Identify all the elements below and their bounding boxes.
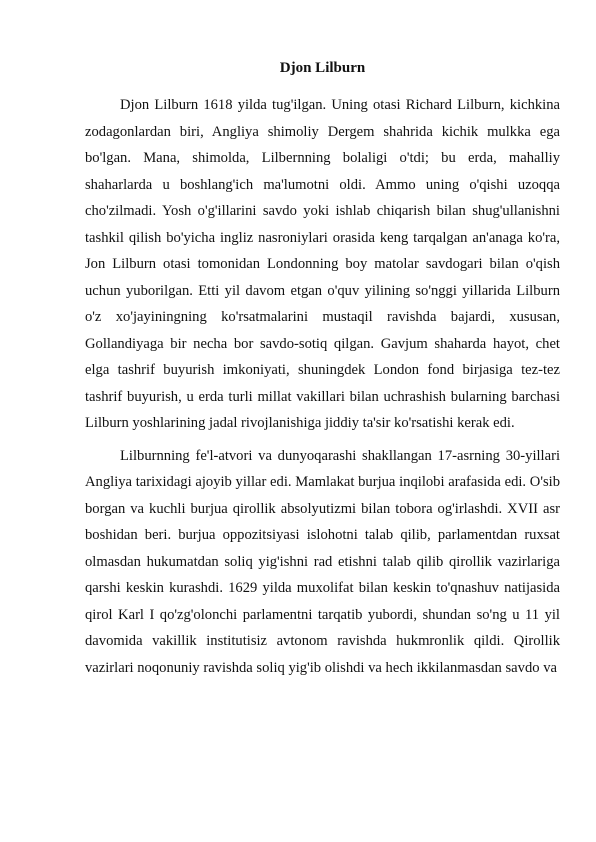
paragraph-1: Djon Lilburn 1618 yilda tug'ilgan. Uning otasi Richard Lilburn, kichkina zodagonlardan biri, Angliya shimoliy Dergem shahrida kichik mulkka ega bo'lgan. Mana, shimolda, Lilbernning bolaligi o'tdi; bu erda, mahalliy shaharlarda u boshlang'ich ma'lumotni oldi. Ammo uning o'qishi uzoqqa cho'zilmadi. Yosh o'g'illarini savdo yoki ishlab chiqarish bilan shug'ullanishni tashkil qilish bo'yicha ingliz nasroniylari orasida keng tarqalgan an'anaga ko'ra, Jon Lilburn otasi tomonidan Londonning boy matolar savdogari bilan o'qish uchun yuborilgan. Etti yil davom etgan o'quv yilining so'nggi yillarida Lilburn o'z xo'jayiningning ko'rsatmalarini mustaqil ravishda bajardi, xususan, Gollandiyaga bir necha bor savdo-sotiq qilgan. Gavjum shaharda hayot, chet elga tashrif buyurish imkoniyati, shuningdek London fond birjasiga tez-tez tashrif buyurish, u erda turli millat vakillari bilan uchrashish bularning barchasi Lilburn yoshlarining jadal rivojlanishiga jiddiy ta'sir ko'rsatishi kerak edi. — [85, 97, 560, 431]
document-page — [85, 58, 560, 687]
paragraph-2: Lilburnning fe'l-atvori va dunyoqarashi shakllangan 17-asrning 30-yillari Angliya tarixidagi ajoyib yillar edi. Mamlakat burjua inqilobi arafasida edi. O'sib borgan va kuchli burjua qirollik absolyutizmi bilan tobora og'irlashdi. XVII asr boshidan beri. burjua oppozitsiyasi islohotni talab qilib, parlamentdan ruxsat olmasdan hukumatdan soliq yig'ishni rad etishni talab qilib qirollik vazirlariga qarshi keskin kurashdi. 1629 yilda muxolifat bilan keskin to'qnashuv natijasida qirol Karl I qo'zg'olonchi parlamentni tarqatib yubordi, shundan so'ng u 11 yil davomida vakillik institutisiz avtonom ravishda hukmronlik qildi. Qirollik vazirlari noqonuniy ravishda soliq yig'ib olishdi va hech ikkilanmasdan savdo va — [85, 447, 560, 676]
document-title: Djon Lilburn — [279, 60, 366, 76]
